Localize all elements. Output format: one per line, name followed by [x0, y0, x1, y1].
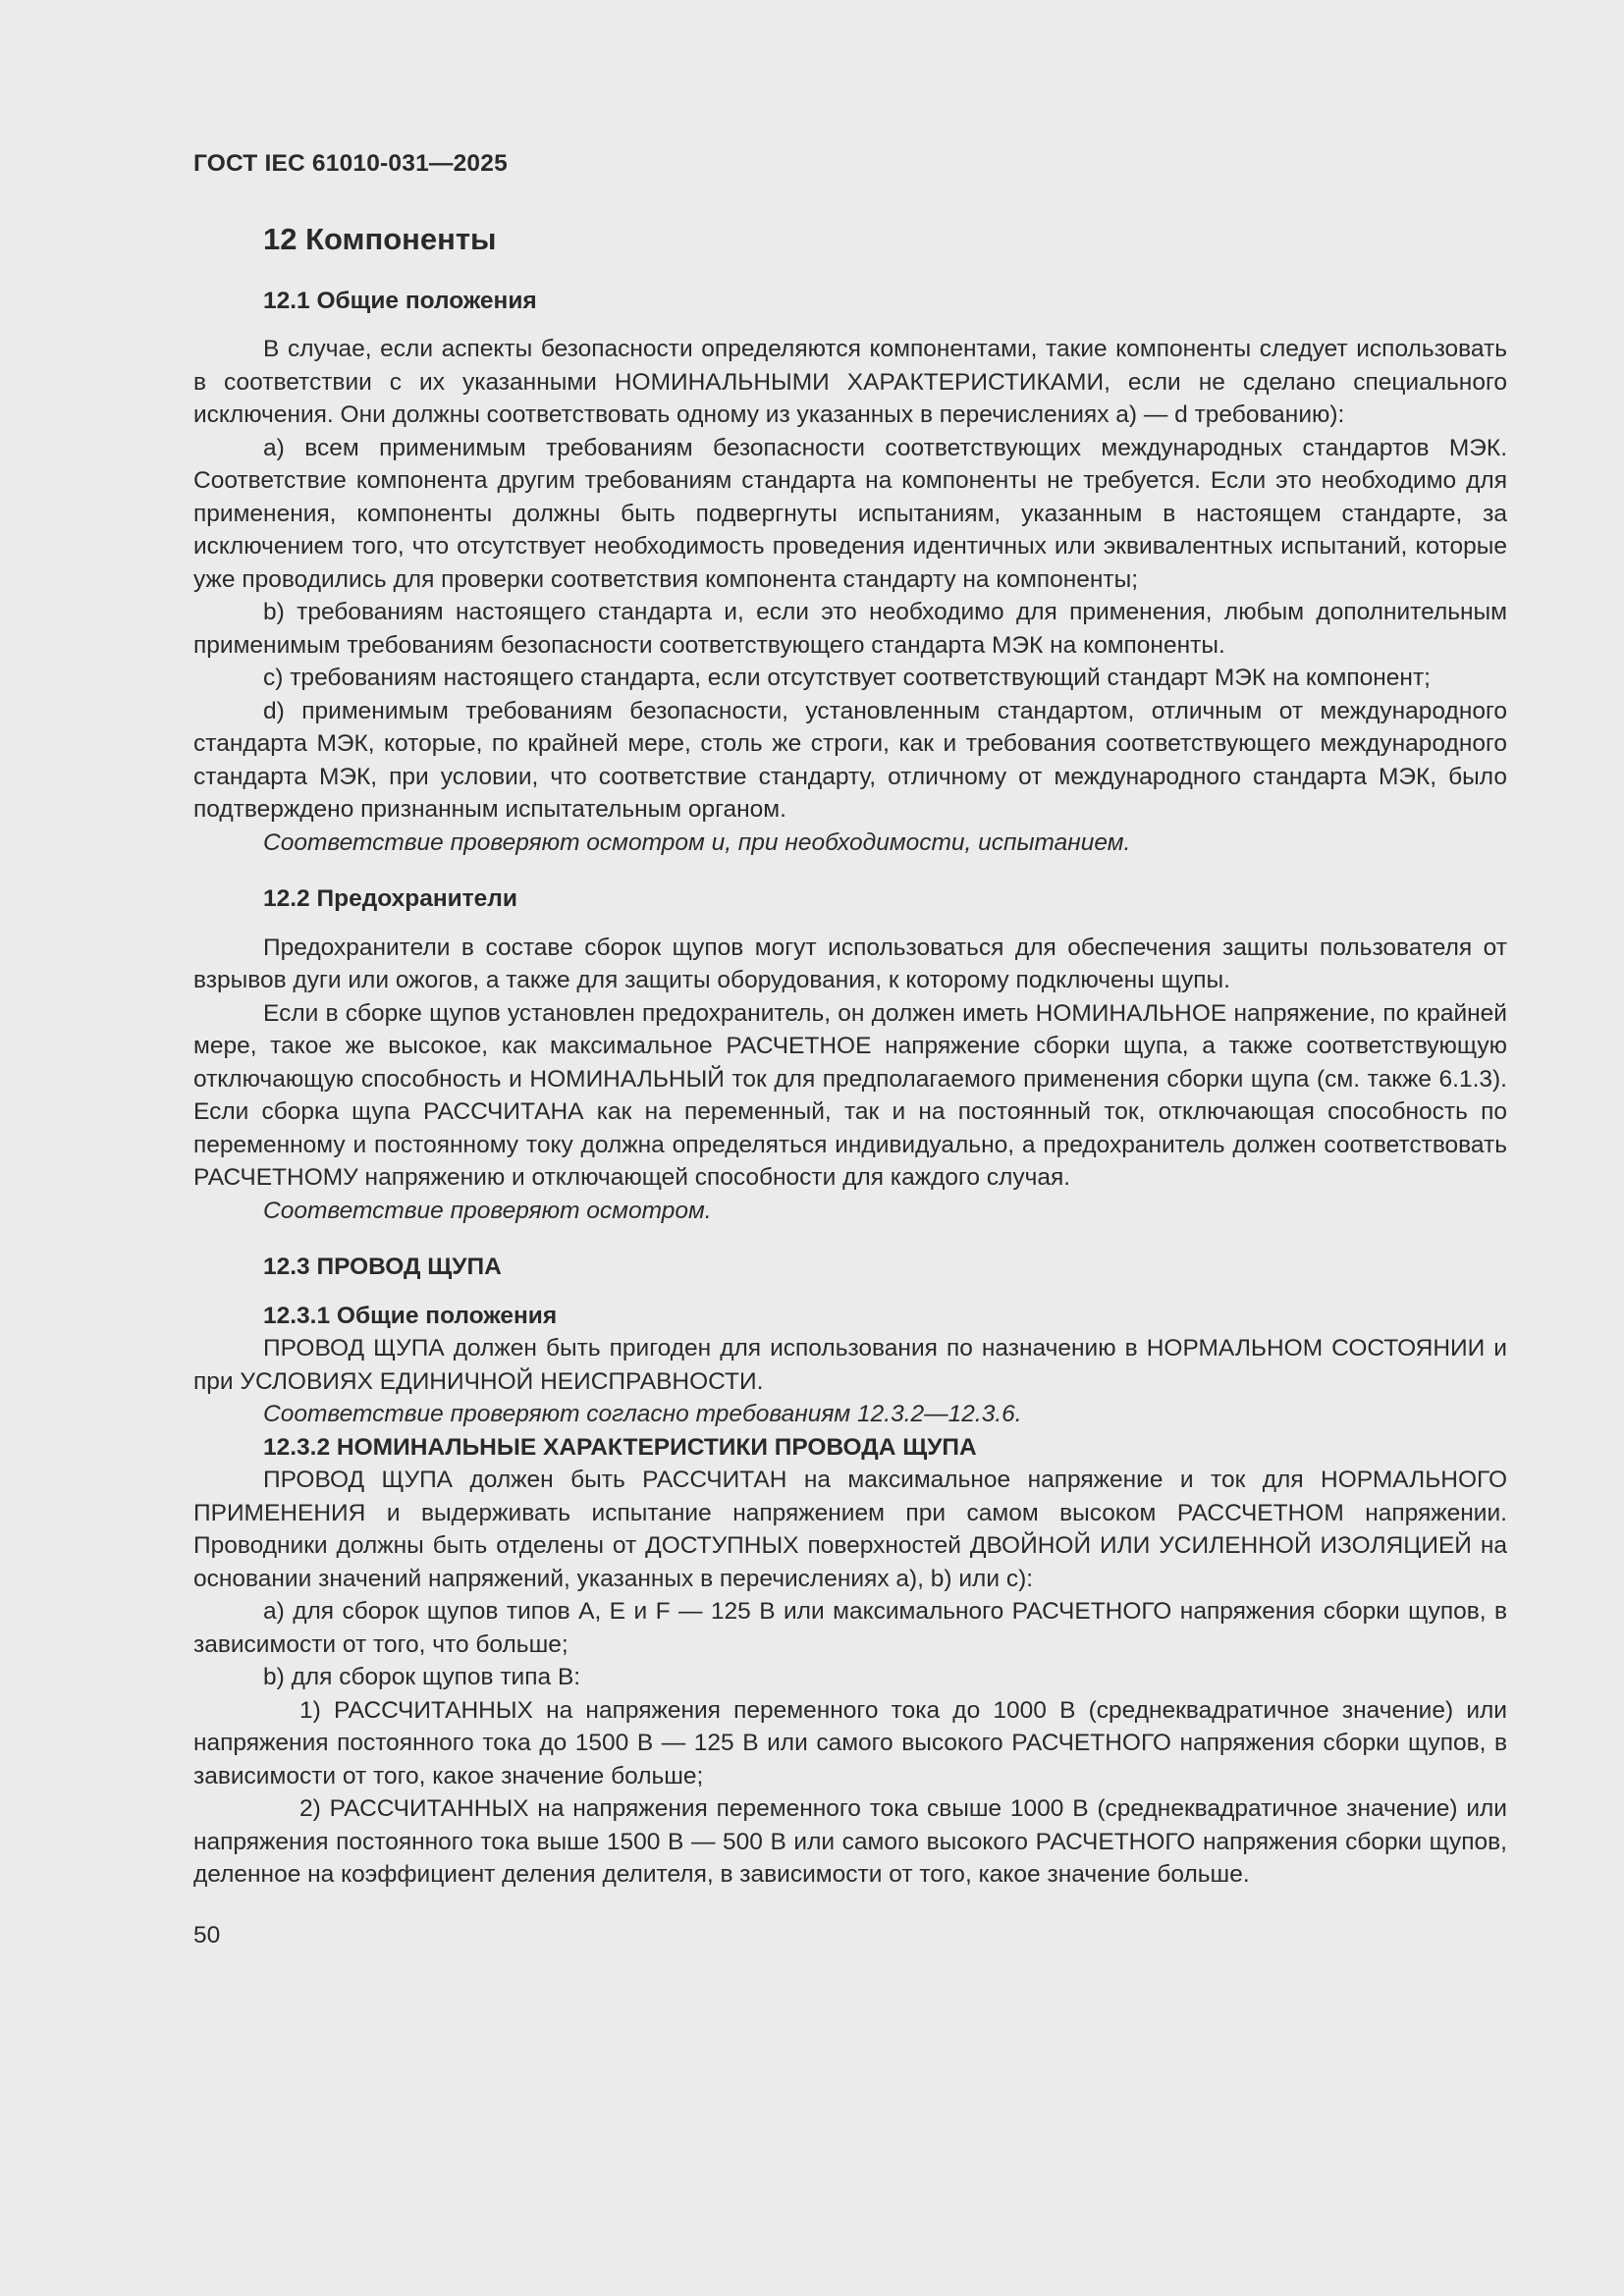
document-header: ГОСТ IEC 61010-031—2025 — [193, 150, 508, 177]
sub-list-item-2: 2) РАССЧИТАННЫХ на напряжения переменного тока свыше 1000 В (среднеквадратичное значение) или напряжения постоянного тока выше 1500 В — 500 В или самого высокого РАСЧЕТНОГО напряжения сборки щупов, деленное на коэффициент деления делителя, в зависимости от того, какое значение больше. — [193, 1795, 1507, 1888]
paragraph: Если в сборке щупов установлен предохранитель, он должен иметь НОМИНАЛЬНОЕ напряжение, по крайней мере, такое же высокое, как максимальное РАСЧЕТНОЕ напряжение сборки щупа, а также соответствующую отключающую способность и НОМИНАЛЬНЫЙ ток для предполагаемого применения сборки щупа (см. также 6.1.3). Если сборка щупа РАССЧИТАНА как на переменный, так и на постоянный ток, отключающая способность по переменному и постоянному току должна определяться индивидуально, а предохранитель должен соответствовать РАСЧЕТНОМУ напряжению и отключающей способности для каждого случая. — [193, 999, 1507, 1191]
page-number: 50 — [193, 1921, 221, 1949]
list-item-d: d) применимым требованиям безопасности, установленным стандартом, отличным от международного стандарта МЭК, которые, по крайней мере, столь же строги, как и требования соответствующего международного стандарта МЭК, при условии, что соответствие стандарту, отличному от международного стандарта МЭК, было подтверждено признанным испытательным органом. — [193, 697, 1507, 823]
compliance-check: Соответствие проверяют осмотром. — [263, 1197, 712, 1224]
compliance-check: Соответствие проверяют согласно требованиям 12.3.2—12.3.6. — [263, 1401, 1022, 1427]
list-item-a: a) всем применимым требованиям безопасности соответствующих международных стандартов МЭК. Соответствие компонента другим требованиям стандарта на компоненты не требуется. Если это необходимо для применения, компоненты должны быть подвергнуты испытаниям, указанным в настоящем стандарте, за исключением того, что отсутствует необходимость проведения идентичных или эквивалентных испытаний, которые уже проводились для проверки соответствия компонента стандарту на компоненты; — [193, 434, 1507, 593]
compliance-check: Соответствие проверяют осмотром и, при необходимости, испытанием. — [263, 828, 1131, 856]
list-item-b: b) требованиям настоящего стандарта и, если это необходимо для применения, любым дополнительным применимым требованиям безопасности соответствующего стандарта МЭК на компоненты. — [193, 599, 1507, 659]
paragraph: В случае, если аспекты безопасности определяются компонентами, такие компоненты следует использовать в соответствии с их указанными НОМИНАЛЬНЫМИ ХАРАКТЕРИСТИКАМИ, если не сделано специального исключения. Они должны соответствовать одному из указанных в перечислениях a) — d требованию): — [193, 336, 1507, 428]
list-item-b: b) для сборок щупов типа B: — [263, 1664, 581, 1690]
section-12-2-title: 12.2 Предохранители — [263, 885, 517, 912]
document-page — [193, 147, 1507, 1951]
list-item-c: c) требованиям настоящего стандарта, если отсутствует соответствующий стандарт МЭК на компонент; — [263, 665, 1431, 691]
list-item-a: a) для сборок щупов типов A, E и F — 125 В или максимального РАСЧЕТНОГО напряжения сборки щупов, в зависимости от того, что больше; — [193, 1598, 1507, 1658]
section-12-title: 12 Компоненты — [263, 221, 497, 256]
section-12-3-1-title: 12.3.1 Общие положения — [263, 1302, 558, 1329]
section-12-1-title: 12.1 Общие положения — [263, 287, 537, 314]
paragraph: ПРОВОД ЩУПА должен быть пригоден для использования по назначению в НОРМАЛЬНОМ СОСТОЯНИИ и при УСЛОВИЯХ ЕДИНИЧНОЙ НЕИСПРАВНОСТИ. — [193, 1335, 1507, 1395]
section-12-3-2-title: 12.3.2 НОМИНАЛЬНЫЕ ХАРАКТЕРИСТИКИ ПРОВОДА ЩУПА — [263, 1433, 977, 1461]
paragraph: Предохранители в составе сборок щупов могут использоваться для обеспечения защиты пользователя от взрывов дуги или ожогов, а также для защиты оборудования, к которому подключены щупы. — [193, 934, 1507, 993]
section-12-3-title: 12.3 ПРОВОД ЩУПА — [263, 1254, 502, 1280]
sub-list-item-1: 1) РАССЧИТАННЫХ на напряжения переменного тока до 1000 В (среднеквадратичное значение) или напряжения постоянного тока до 1500 В — 125 В или самого высокого РАСЧЕТНОГО напряжения сборки щупов, в зависимости от того, какое значение больше; — [193, 1696, 1507, 1789]
paragraph: ПРОВОД ЩУПА должен быть РАССЧИТАН на максимальное напряжение и ток для НОРМАЛЬНОГО ПРИМЕНЕНИЯ и выдерживать испытание напряжением при самом высоком РАССЧЕТНОМ напряжении. Проводники должны быть отделены от ДОСТУПНЫХ поверхностей ДВОЙНОЙ ИЛИ УСИЛЕННОЙ ИЗОЛЯЦИЕЙ на основании значений напряжений, указанных в перечислениях a), b) или c): — [193, 1467, 1507, 1592]
